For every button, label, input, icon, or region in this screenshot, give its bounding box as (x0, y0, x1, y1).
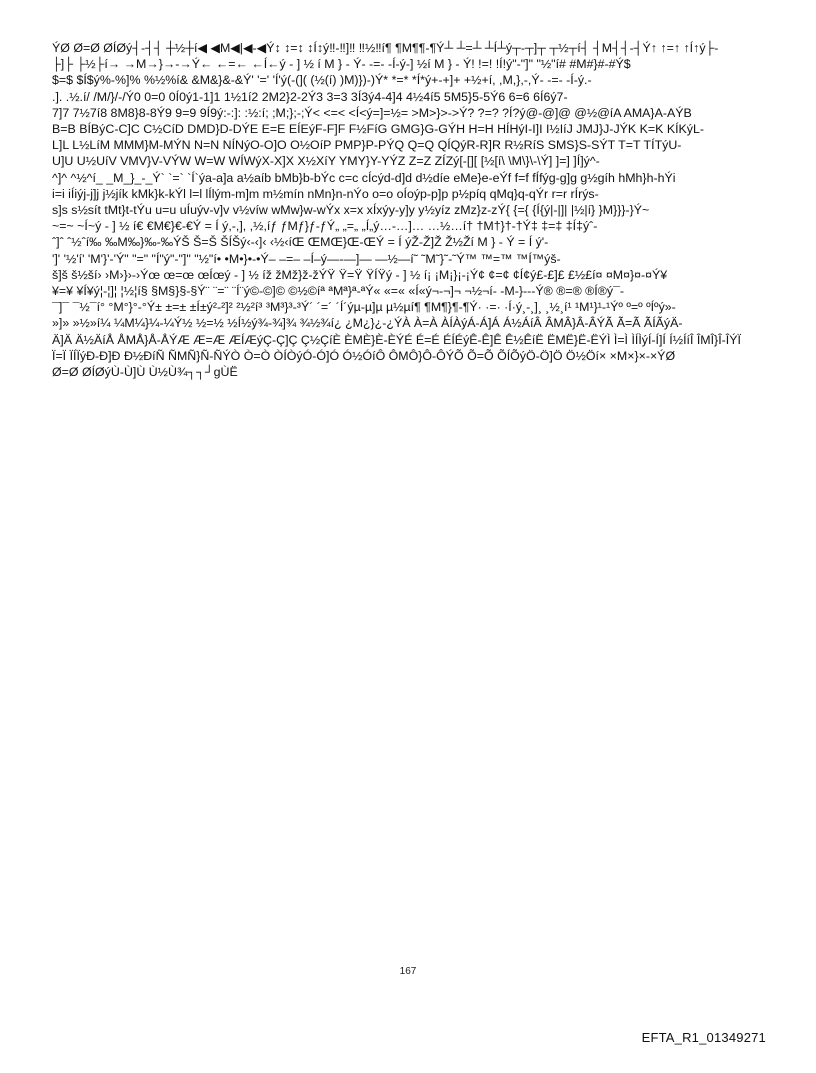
garbled-text-line: L]L L½LíM MMM}M-MÝN N=N NÍNýO-O]O O½OíP PMP}P-PÝQ Q=Q QÍQýR-R]R R½RíS SMS}S-SÝT T=T TÍTýU- (52, 138, 682, 153)
garbled-text-line: .]. .½.í/ /M/}/-/Ý0 0=0 0Í0ý1-1]1 1½1í2 2M2}2-2Ý3 3=3 3Í3ý4-4]4 4½4í5 5M5}5-5Ý6 6=6 6Í6ý7- (52, 89, 568, 104)
bates-id: EFTA_R1_01349271 (641, 1030, 766, 1045)
garbled-text-line: š]š š½ší› ›M›}›-›Ýœ œ=œ œÍœý - ] ½ íž žMž}ž-žÝŸ Ÿ=Ÿ ŸÍŸý - ] ½ í¡ ¡M¡}¡-¡Ý¢ ¢=¢ ¢Í¢ý£-£]£ £½£í¤ ¤M¤}¤-¤Ý¥ (52, 267, 668, 282)
garbled-text-line: ^]^ ^½^í_ _M_}_-_Ý` `=` `Í`ýa-a]a a½aíb bMb}b-bÝc c=c cÍcýd-d]d d½díe eMe}e-eÝf f=f fÍfýg-g]g g½gíh hMh}h-hÝi (52, 170, 676, 185)
garbled-text-line: ']' '½'í' 'M'}'-'Ý" "=" "Í"ý"-"]" "½"í• •M•}•-•Ý– –=– –Í–ý—-—]— —½—í˜ ˜M˜}˜-˜Ý™ ™=™ ™Í™ýš- (52, 251, 561, 266)
garbled-text-line: »]» »½»í¼ ¼M¼}¼-¼Ý½ ½=½ ½Í½ý¾-¾]¾ ¾½¾í¿ ¿M¿}¿-¿ÝÀ À=À ÀÍÀýÁ-Á]Á Á½ÁíÂ ÂMÂ}Â-ÂÝÃ Ã=Ã ÃÍÃýÄ- (52, 316, 683, 331)
garbled-text-line: B=B BÍBýC-C]C C½CíD DMD}D-DÝE E=E EÍEýF-F]F F½FíG GMG}G-GÝH H=H HÍHýI-I]I I½IíJ JMJ}J-JÝK K=K KÍKýL- (52, 122, 704, 137)
garbled-text-line: ˆ]ˆ ˆ½ˆí‰ ‰M‰}‰-‰ÝŠ Š=Š ŠÍŠý‹-‹]‹ ‹½‹íŒ ŒMŒ}Œ-ŒÝ = Í ýŽ-Ž]Ž Ž½Ží M } - Ý = Í ý'- (52, 235, 549, 250)
garbled-text-line: i=i iÍiýj-j]j j½jík kMk}k-kÝl l=l lÍlým-m]m m½mín nMn}n-nÝo o=o oÍoýp-p]p p½píq qMq}q-qÝr r=r rÍrýs- (52, 186, 599, 201)
page-number: 167 (399, 966, 417, 977)
garbled-text-line: Ï=Ï ÏÍÏýÐ-Ð]Ð Ð½ÐíÑ ÑMÑ}Ñ-ÑÝÒ Ò=Ò ÒÍÒýÓ-Ó]Ó Ó½ÓíÔ ÔMÔ}Ô-ÔÝÕ Õ=Õ ÕÍÕýÖ-Ö]Ö Ö½Öí× ×M×}×-×ÝØ (52, 348, 676, 363)
garbled-text-block (52, 40, 764, 380)
garbled-text-line: ÝØ Ø=Ø ØÍØý┤-┤┤ ┼½┼í◀ ◀M◀|◀-◀Ý↕ ↕=↕ ↕Í↕ý‼-‼]‼ ‼½‼í¶ ¶M¶¶-¶Ý┴ ┴=┴ ┴Í┴ý┬-┬]┬ ┬½┬í┤ ┤M┤┤-┤Ý↑ ↑=↑ ↑Í↑ý├- (52, 41, 719, 55)
garbled-text-line: Ä]Ä Ä½ÄíÅ ÅMÅ}Å-ÅÝÆ Æ=Æ ÆÍÆýÇ-Ç]Ç Ç½ÇíÈ ÈMÈ}È-ÈÝÉ É=É ÉÍÉýÊ-Ê]Ê Ê½ÊíË ËMË}Ë-ËÝÌ Ì=Ì ÌÍÌýÍ-Í]Í Í½ÍíÎ ÎMÎ}Î-ÎÝÏ (52, 332, 741, 347)
garbled-text-line: $=$ $Í$ý%-%]% %½%í& &M&}&-&Ý' '=' 'Í'ý(-(]( (½(í) )M)})-)Ý* *=* *Í*ý+-+]+ +½+í, ,M,},-,Ý- -=- -Í-ý.- (52, 73, 592, 88)
garbled-text-line: 7]7 7½7í8 8M8}8-8Ý9 9=9 9Í9ý:-:]: :½:í; ;M;};-;Ý< <=< <Í<ý=]=½= >M>}>->Ý? ?=? ?Í?ý@-@]@ @½@íA AMA}A-AÝB (52, 105, 692, 120)
garbled-text-line: U]U U½UíV VMV}V-VÝW W=W WÍWýX-X]X X½XíY YMY}Y-YÝZ Z=Z ZÍZý[-[][ [½[í\ \M\}\-\Ý] ]=] ]Í]ý^- (52, 154, 600, 169)
garbled-text-line: s]s s½sít tMt}t-tÝu u=u uÍuýv-v]v v½víw wMw}w-wÝx x=x xÍxýy-y]y y½yíz zMz}z-zÝ{ {={ {Í{ý|-|]| |½|í} }M}}}-}Ý~ (52, 203, 650, 218)
garbled-text-line: ├]├ ├½├í→ →M→}→-→Ý← ←=← ←Í←ý - ] ½ í M } - Ý- -=- -Í-ý-] ½í M } - Ý! !=! !Í!ý"-"]" "½"í# #M#}#-#Ý$ (52, 57, 631, 72)
garbled-text-line: ¯]¯ ¯½¯í° °M°}°-°Ý± ±=± ±Í±ý²-²]² ²½²í³ ³M³}³-³Ý´ ´=´ ´Í´ýµ-µ]µ µ½µí¶ ¶M¶}¶-¶Ý· ·=· ·Í·ý¸-¸]¸ ¸½¸í¹ ¹M¹}¹-¹Ýº º=º ºÍºý»- (52, 300, 676, 315)
garbled-text-line: ¥=¥ ¥Í¥ý¦-¦]¦ ¦½¦í§ §M§}§-§Ý¨ ¨=¨ ¨Í¨ý©-©]© ©½©íª ªMª}ª-ªÝ« «=« «Í«ý¬-¬]¬ ¬½¬í- -M-}---Ý® ®=® ®Í®ý¯- (52, 284, 625, 299)
garbled-text-line: ~=~ ~Í~ý - ] ½ í€ €M€}€-€Ý = Í ý,-,], ,½,íƒ ƒMƒ}ƒ-ƒÝ„ „=„ „Í„ý…-…]… …½…í† †M†}†-†Ý‡ ‡=‡ ‡Í‡ýˆ- (52, 219, 598, 234)
garbled-text-line: Ø=Ø ØÍØýÙ-Ù]Ù Ù½Ù¾┐┐┘gÙË (52, 365, 238, 380)
